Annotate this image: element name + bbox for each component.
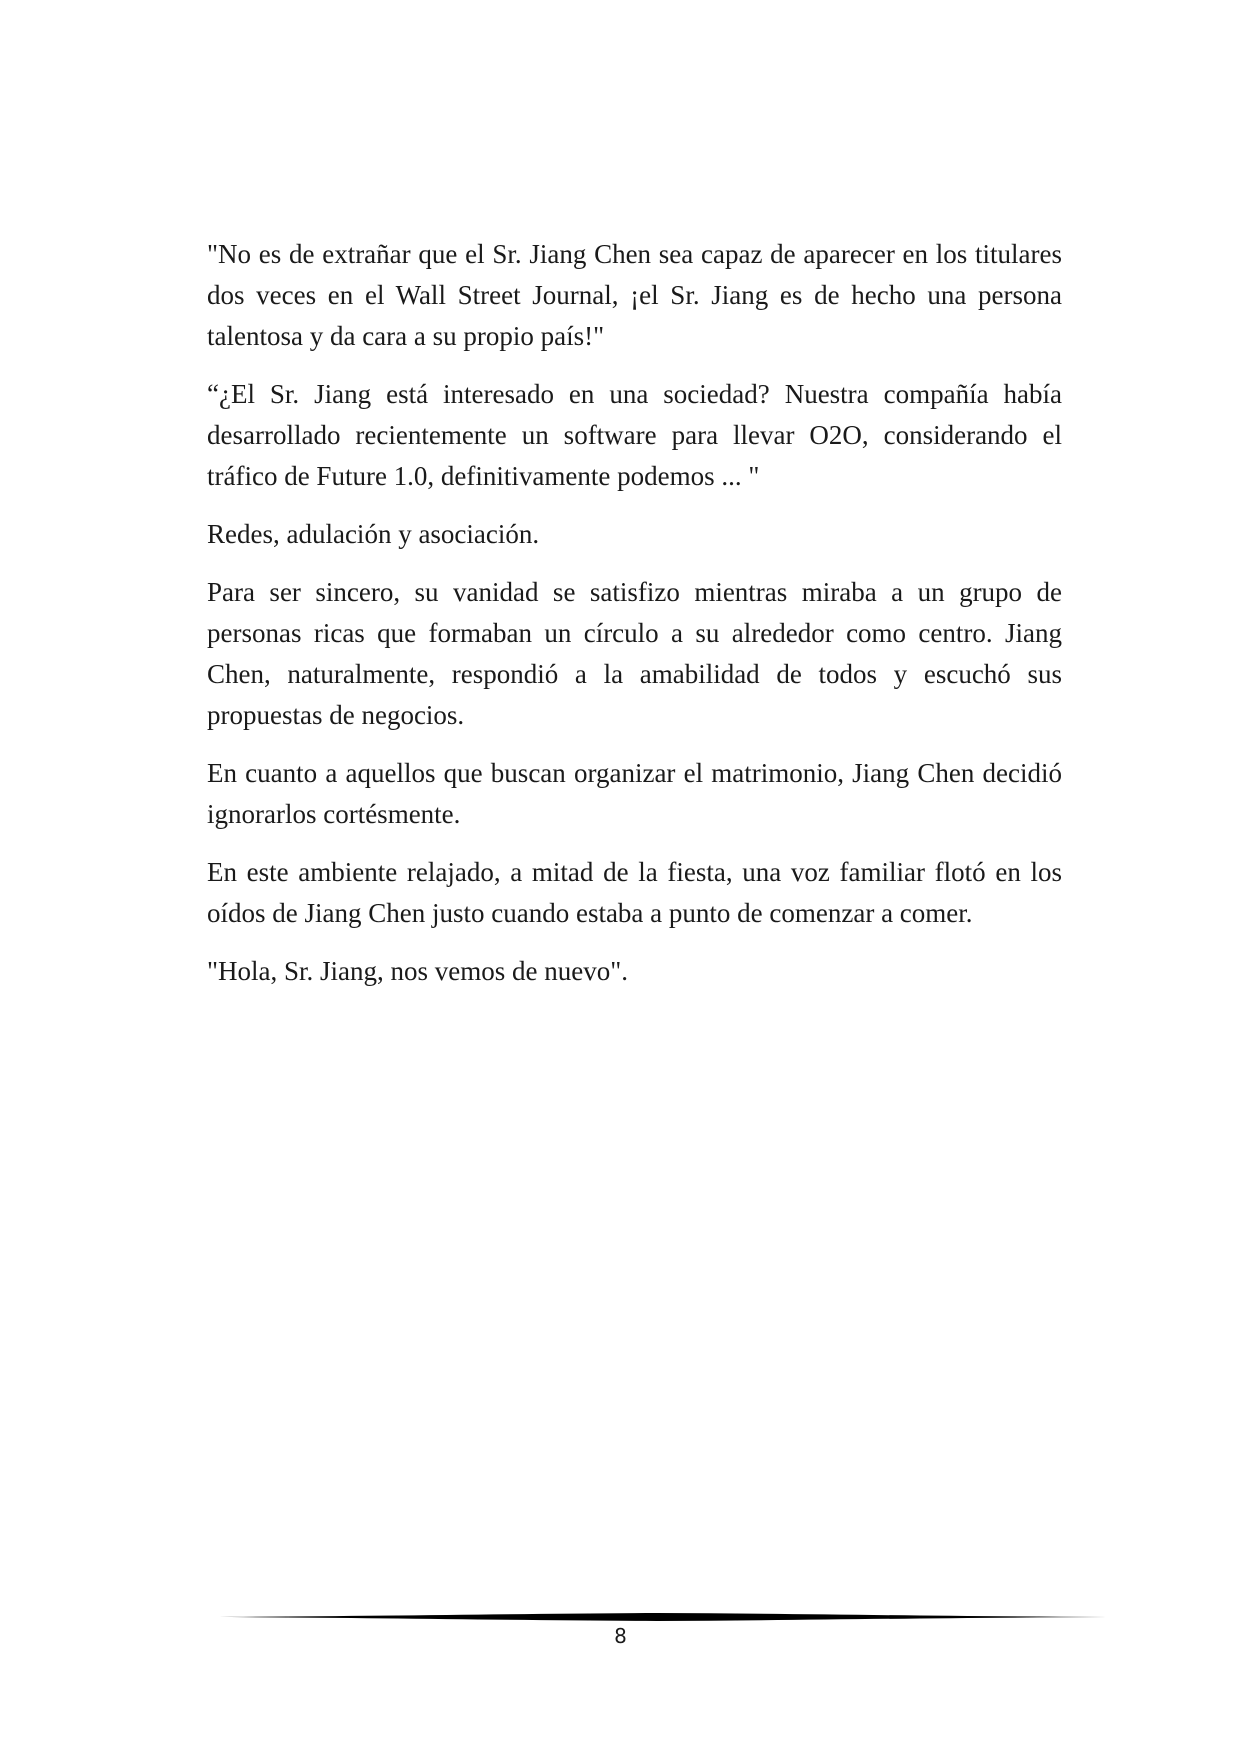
paragraph-7: "Hola, Sr. Jiang, nos vemos de nuevo". <box>207 956 629 986</box>
paragraph-5: En cuanto a aquellos que buscan organizar el matrimonio, Jiang Chen decidió ignorarlos cortésmente. <box>207 758 1062 829</box>
paragraph-6: En este ambiente relajado, a mitad de la fiesta, una voz familiar flotó en los oídos de Jiang Chen justo cuando estaba a punto de comenzar a comer. <box>207 857 1062 928</box>
footer-divider <box>207 1610 1107 1624</box>
paragraph-2: “¿El Sr. Jiang está interesado en una sociedad? Nuestra compañía había desarrollado recientemente un software para llevar O2O, considerando el tráfico de Future 1.0, definitivamente podemos ... " <box>207 379 1062 491</box>
paragraph-4: Para ser sincero, su vanidad se satisfizo mientras miraba a un grupo de personas ricas que formaban un círculo a su alrededor como centro. Jiang Chen, naturalmente, respondió a la amabilidad de todos y escuchó sus propuestas de negocios. <box>207 577 1062 730</box>
page-number: 8 <box>614 1624 627 1648</box>
body-text <box>207 234 1062 1009</box>
paragraph-1: "No es de extrañar que el Sr. Jiang Chen sea capaz de aparecer en los titulares dos veces en el Wall Street Journal, ¡el Sr. Jiang es de hecho una persona talentosa y da cara a su propio país!" <box>207 239 1062 351</box>
paragraph-3: Redes, adulación y asociación. <box>207 519 540 549</box>
